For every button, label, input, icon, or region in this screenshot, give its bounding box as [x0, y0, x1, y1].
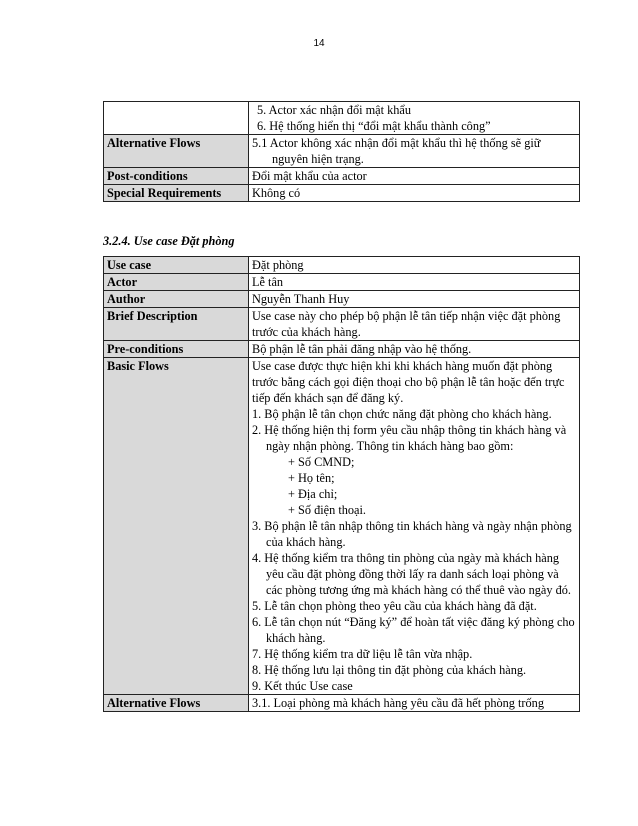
basic-flow-intro: Use case được thực hiện khi khi khách hàng muốn đặt phòng trước bằng cách gọi điện thoại cho bộ phận lễ tân hoặc đến trực tiếp đến khách sạn để đăng ký.	[252, 359, 565, 405]
table-row	[104, 185, 580, 202]
row-label: Alternative Flows	[104, 135, 249, 168]
row-value: 3.1. Loại phòng mà khách hàng yêu cầu đã hết phòng trống	[249, 695, 580, 712]
row-value: Lễ tân	[249, 274, 580, 291]
flow-sub-item: + Số CMND;	[288, 455, 355, 469]
row-value: Nguyễn Thanh Huy	[249, 291, 580, 308]
flow-sub-item: + Địa chỉ;	[288, 487, 338, 501]
table-row	[104, 274, 580, 291]
flow-step: 9. Kết thúc Use case	[252, 679, 353, 693]
alt-flow-text: 5.1 Actor không xác nhận đổi mật khẩu thì hệ thống sẽ giữ nguyên hiện trạng.	[252, 136, 541, 166]
row-label: Pre-conditions	[104, 341, 249, 358]
row-value: Use case này cho phép bộ phận lễ tân tiếp nhận việc đặt phòng trước của khách hàng.	[249, 308, 580, 341]
table-row	[104, 695, 580, 712]
flow-step: 5. Actor xác nhận đổi mật khẩu	[257, 103, 412, 117]
continued-flow-cell	[249, 102, 580, 135]
row-value: Bộ phận lễ tân phải đăng nhập vào hệ thống.	[249, 341, 580, 358]
basic-flow-cell	[249, 358, 580, 695]
row-label: Special Requirements	[104, 185, 249, 202]
row-label: Actor	[104, 274, 249, 291]
flow-step: 1. Bộ phận lễ tân chọn chức năng đặt phòng cho khách hàng.	[252, 407, 552, 421]
flow-step: 5. Lễ tân chọn phòng theo yêu cầu của khách hàng đã đặt.	[252, 599, 537, 613]
table-row	[104, 135, 580, 168]
flow-step: 8. Hệ thống lưu lại thông tin đặt phòng của khách hàng.	[252, 663, 527, 677]
section-heading: 3.2.4. Use case Đặt phòng	[103, 234, 235, 248]
row-label: Post-conditions	[104, 168, 249, 185]
row-value: Đặt phòng	[249, 257, 580, 274]
flow-step: 3. Bộ phận lễ tân nhập thông tin khách hàng và ngày nhận phòng của khách hàng.	[252, 519, 572, 549]
table-row	[104, 308, 580, 341]
row-value: Không có	[249, 185, 580, 202]
row-label: Brief Description	[104, 308, 249, 341]
flow-step: 7. Hệ thống kiểm tra dữ liệu lễ tân vừa nhập.	[252, 647, 473, 661]
page-number: 14	[313, 38, 325, 49]
row-value	[249, 135, 580, 168]
empty-label-cell	[104, 102, 249, 135]
table-row	[104, 341, 580, 358]
row-label: Author	[104, 291, 249, 308]
row-label: Basic Flows	[104, 358, 249, 695]
flow-sub-item: + Họ tên;	[288, 471, 335, 485]
flow-step: 6. Hệ thống hiển thị “đổi mật khẩu thành công”	[257, 119, 491, 133]
table-row	[104, 291, 580, 308]
row-label: Alternative Flows	[104, 695, 249, 712]
booking-usecase-table	[103, 256, 580, 712]
table-row	[104, 168, 580, 185]
table-row	[104, 257, 580, 274]
table-row	[104, 102, 580, 135]
flow-step: 4. Hệ thống kiểm tra thông tin phòng của ngày mà khách hàng yêu cầu đặt phòng đồng thời lấy ra danh sách loại phòng và các phòng tương ứng mà khách hàng có thể thuê vào ngày đó.	[252, 551, 571, 597]
flow-step: 2. Hệ thống hiện thị form yêu cầu nhập thông tin khách hàng và ngày nhận phòng. Thông tin khách hàng bao gồm:	[252, 423, 567, 453]
change-password-usecase-table	[103, 101, 580, 202]
flow-sub-item: + Số điện thoại.	[288, 503, 366, 517]
row-label: Use case	[104, 257, 249, 274]
flow-step: 6. Lễ tân chọn nút “Đăng ký” để hoàn tất việc đăng ký phòng cho khách hàng.	[252, 615, 575, 645]
row-value: Đổi mật khẩu của actor	[249, 168, 580, 185]
table-row	[104, 358, 580, 695]
